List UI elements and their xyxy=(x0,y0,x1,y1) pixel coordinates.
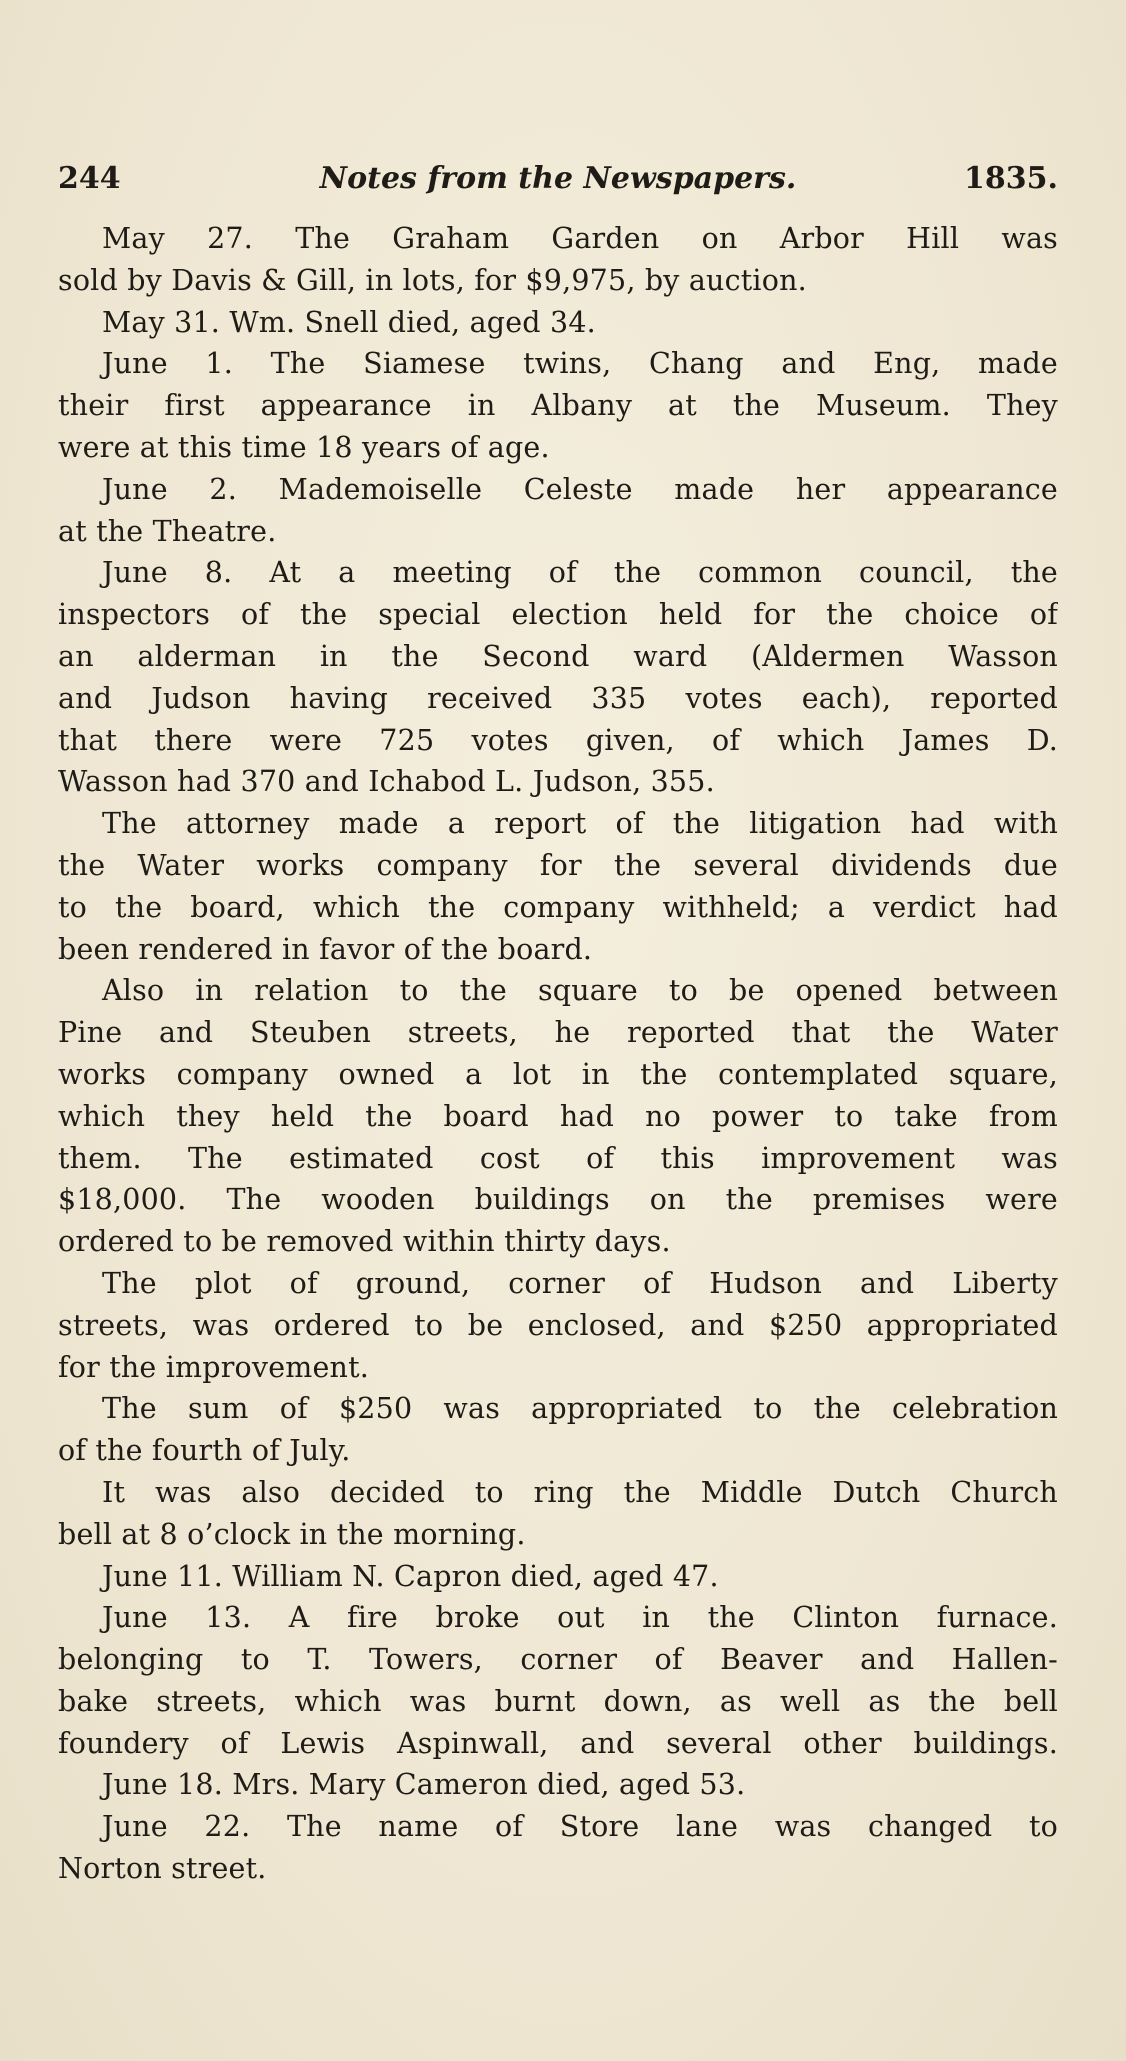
text-line: bake streets, which was burnt down, as well as the bell xyxy=(58,1684,1058,1718)
text-line: been rendered in favor of the board. xyxy=(58,932,593,966)
text-line: which they held the board had no power to take from xyxy=(58,1099,1058,1133)
running-head xyxy=(58,157,1058,201)
text-line: streets, was ordered to be enclosed, and $250 appropriated xyxy=(58,1308,1058,1342)
text-line: Pine and Steuben streets, he reported that the Water xyxy=(58,1016,1058,1050)
text-line: belonging to T. Towers, corner of Beaver and Hallen- xyxy=(58,1643,1058,1677)
text-line: for the improvement. xyxy=(58,1350,370,1384)
text-line: at the Theatre. xyxy=(58,514,277,548)
text-line: inspectors of the special election held for the choice of xyxy=(58,598,1058,632)
text-line: June 2. Mademoiselle Celeste made her appearance xyxy=(102,472,1058,506)
text-line: Wasson had 370 and Ichabod L. Judson, 355. xyxy=(58,765,715,799)
running-title: Notes from the Newspapers. xyxy=(319,161,797,196)
text-line: to the board, which the company withheld; a verdict had xyxy=(58,890,1058,924)
text-line: the Water works company for the several dividends due xyxy=(58,848,1058,882)
text-line: Also in relation to the square to be opened between xyxy=(102,974,1058,1008)
text-line: sold by Davis & Gill, in lots, for $9,975, by auction. xyxy=(58,263,807,297)
text-line: that there were 725 votes given, of which James D. xyxy=(58,723,1058,757)
text-line: The sum of $250 was appropriated to the celebration xyxy=(102,1392,1058,1426)
text-line: June 18. Mrs. Mary Cameron died, aged 53. xyxy=(102,1768,746,1802)
text-line: works company owned a lot in the contemplated square, xyxy=(58,1057,1058,1091)
text-line: were at this time 18 years of age. xyxy=(58,430,550,464)
text-line: their first appearance in Albany at the Museum. They xyxy=(58,389,1058,423)
text-line: of the fourth of July. xyxy=(58,1434,351,1468)
text-line: May 27. The Graham Garden on Arbor Hill was xyxy=(102,222,1058,255)
text-line: bell at 8 o’clock in the morning. xyxy=(58,1517,526,1551)
text-line: The plot of ground, corner of Hudson and Liberty xyxy=(102,1266,1058,1300)
text-line: and Judson having received 335 votes each), reported xyxy=(58,681,1058,715)
text-line: ordered to be removed within thirty days. xyxy=(58,1225,671,1259)
text-line: June 1. The Siamese twins, Chang and Eng, made xyxy=(102,347,1058,381)
text-line: an alderman in the Second ward (Aldermen Wasson xyxy=(58,639,1058,673)
text-line: June 22. The name of Store lane was changed to xyxy=(102,1810,1058,1844)
page-body-text xyxy=(58,218,1058,1890)
text-line: It was also decided to ring the Middle Dutch Church xyxy=(102,1475,1058,1509)
text-line: them. The estimated cost of this improvement was xyxy=(58,1141,1058,1175)
text-line: June 8. At a meeting of the common council, the xyxy=(102,556,1058,590)
page-number: 244 xyxy=(58,161,121,196)
running-year: 1835. xyxy=(964,161,1058,196)
text-line: Norton street. xyxy=(58,1852,267,1886)
text-line: June 13. A fire broke out in the Clinton furnace. xyxy=(102,1601,1058,1635)
text-line: $18,000. The wooden buildings on the premises were xyxy=(58,1183,1058,1217)
text-line: The attorney made a report of the litigation had with xyxy=(102,807,1058,841)
text-line: June 11. William N. Capron died, aged 47. xyxy=(102,1559,719,1593)
text-line: May 31. Wm. Snell died, aged 34. xyxy=(102,305,596,339)
text-line: foundery of Lewis Aspinwall, and several other buildings. xyxy=(58,1726,1058,1760)
